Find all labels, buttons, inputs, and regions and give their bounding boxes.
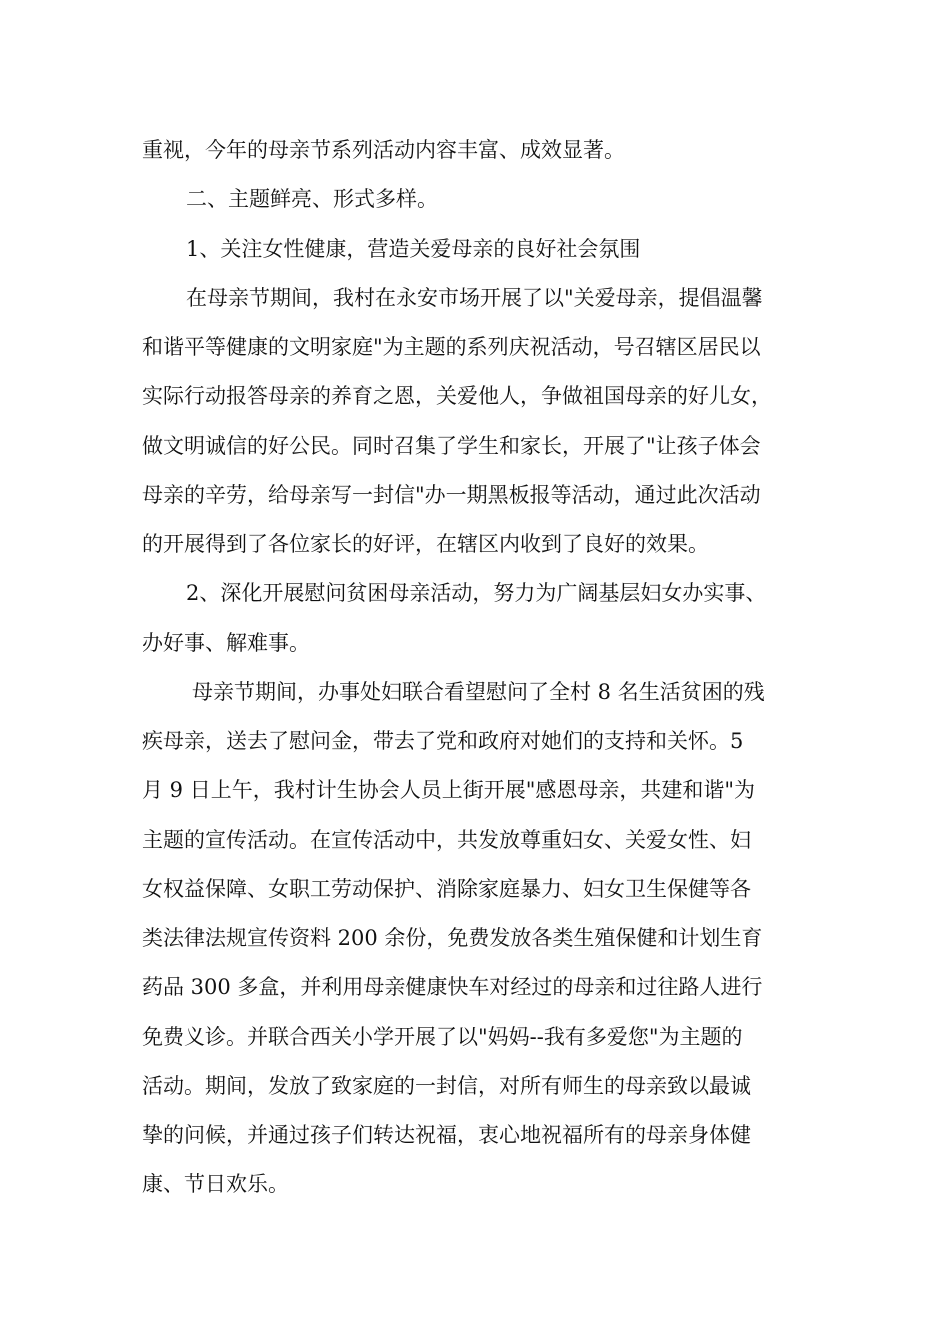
paragraph-line: 办好事、解难事。 xyxy=(142,630,310,655)
paragraph-line: 实际行动报答母亲的养育之恩，关爱他人，争做祖国母亲的好儿女， xyxy=(142,384,772,409)
paragraph-line: 类法律法规宣传资料 200 余份，免费发放各类生殖保健和计划生育 xyxy=(142,926,763,950)
subsection-heading: 1、关注女性健康，营造关爱母亲的良好社会氛围 xyxy=(186,236,641,261)
paragraph-line: 母亲节期间，办事处妇联合看望慰问了全村 8 名生活贫困的残 xyxy=(192,679,765,704)
paragraph-line: 康、节日欢乐。 xyxy=(142,1172,289,1197)
paragraph-line: 做文明诚信的好公民。同时召集了学生和家长，开展了"让孩子体会 xyxy=(142,433,761,458)
paragraph-line: 活动。期间，发放了致家庭的一封信，对所有师生的母亲致以最诚 xyxy=(142,1073,751,1098)
paragraph-line: 月 9 日上午，我村计生协会人员上街开展"感恩母亲，共建和谐"为 xyxy=(142,778,756,803)
paragraph-line: 挚的问候，并通过孩子们转达祝福，衷心地祝福所有的母亲身体健 xyxy=(142,1123,751,1147)
paragraph-line: 主题的宣传活动。在宣传活动中，共发放尊重妇女、关爱女性、妇 xyxy=(142,827,751,852)
paragraph-line: 重视，今年的母亲节系列活动内容丰富、成效显著。 xyxy=(142,138,625,162)
document-body xyxy=(142,126,814,1210)
paragraph-line: 和谐平等健康的文明家庭"为主题的系列庆祝活动，号召辖区居民以 xyxy=(142,335,761,359)
paragraph-line: 疾母亲，送去了慰问金，带去了党和政府对她们的支持和关怀。5 xyxy=(142,729,744,753)
section-heading: 二、主题鲜亮、形式多样。 xyxy=(186,187,438,212)
paragraph-line: 药品 300 多盒，并利用母亲健康快车对经过的母亲和过往路人进行 xyxy=(142,975,763,1000)
subsection-heading: 2、深化开展慰问贫困母亲活动，努力为广阔基层妇女办实事、 xyxy=(186,581,767,606)
paragraph-line: 免费义诊。并联合西关小学开展了以"妈妈--我有多爱您"为主题的 xyxy=(142,1024,743,1049)
paragraph-line: 的开展得到了各位家长的好评，在辖区内收到了良好的效果。 xyxy=(142,532,709,556)
paragraph-line: 女权益保障、女职工劳动保护、消除家庭暴力、妇女卫生保健等各 xyxy=(142,876,751,901)
paragraph-line: 在母亲节期间，我村在永安市场开展了以"关爱母亲，提倡温馨 xyxy=(186,285,763,310)
paragraph-line: 母亲的辛劳，给母亲写一封信"办一期黑板报等活动，通过此次活动 xyxy=(142,482,761,507)
